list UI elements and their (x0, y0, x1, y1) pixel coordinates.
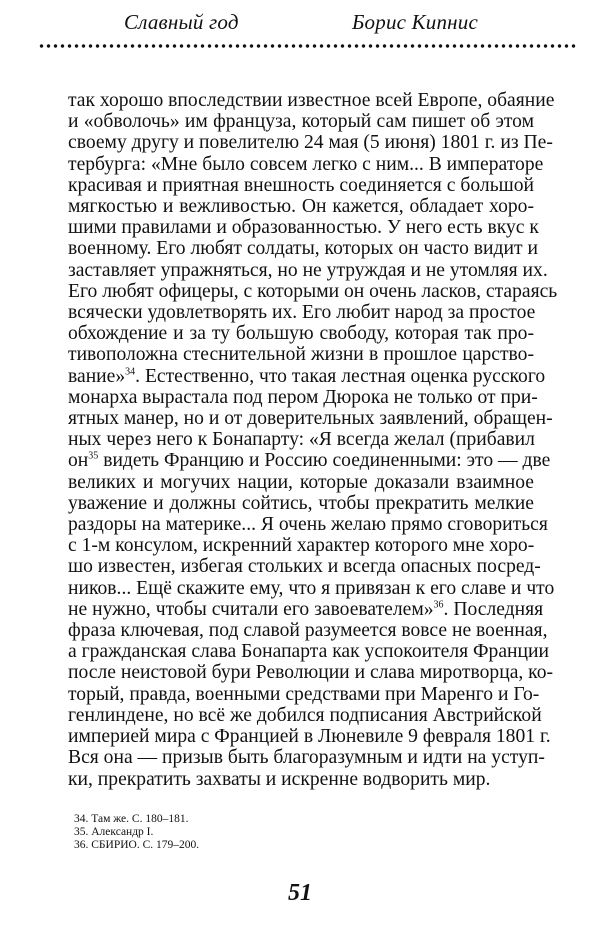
text-line: торый, правда, военными средствами при Маренго и Го- (68, 683, 540, 705)
text-line: своему другу и повелителю 24 мая (5 июня) 1801 г. из Пе- (68, 132, 553, 154)
page-number: 51 (288, 880, 312, 906)
text-line: с 1-м консулом, искренний характер которого мне хоро- (68, 535, 535, 557)
text-line: всячески удовлетворять их. Его любит народ за простое (68, 302, 536, 324)
text-fragment: он (68, 450, 89, 472)
text-line: ятных манер, но и от доверительных заявлений, обращен- (68, 408, 553, 430)
text-fragment: . Естественно, что такая лестная оценка русского (135, 365, 546, 387)
text-line (68, 450, 551, 472)
footnote-34: 34. Там же. С. 180–181. (74, 813, 189, 825)
footnote-35: 35. Александр I. (74, 826, 154, 838)
text-line: раздоры на материке... Я очень желаю прямо сговориться (68, 514, 548, 536)
text-line: ников... Ещё скажите ему, что я привязан к его славе и что (68, 577, 555, 599)
text-line: монарха вырастала под пером Дюрока не только от при- (68, 386, 538, 408)
text-fragment: вание» (68, 365, 126, 387)
text-line: ных через него к Бонапарту: «Я всегда желал (прибавил (68, 429, 535, 451)
body-text (68, 90, 558, 790)
text-line (68, 598, 544, 620)
text-line: заставляет упражняться, но не утруждая и не утомляя их. (68, 259, 548, 281)
text-line: уважение и должны сойтись, чтобы прекратить мелкие (68, 492, 534, 514)
text-line: генлиндене, но всё же добился подписания Австрийской (68, 704, 542, 726)
header-ornament-rule (38, 41, 576, 51)
text-line: военному. Его любят солдаты, которых он часто видит и (68, 238, 538, 260)
text-line: ки, прекратить захваты и искренне водворить мир. (68, 768, 491, 790)
text-line (68, 365, 546, 387)
text-line: мягкостью и вежливостью. Он кажется, обладает хоро- (68, 196, 534, 218)
header-author: Борис Кипнис (351, 10, 478, 34)
text-line: шими правилами и образованностью. У него есть вкус к (68, 217, 539, 239)
text-line: красивая и приятная внешность соединяется с большой (68, 174, 534, 196)
text-line: и «обволочь» им француза, который сам пишет об этом (68, 111, 534, 133)
text-fragment: видеть Францию и Россию соединенными: это — две (98, 450, 551, 472)
text-line: а гражданская слава Бонапарта как успокоителя Франции (68, 641, 549, 663)
footnotes (74, 813, 199, 852)
footnote-ref-36: 36 (433, 599, 444, 611)
text-fragment: не нужно, чтобы считали его завоевателем» (68, 598, 434, 620)
header-book-title: Славный год (124, 10, 239, 34)
footnote-ref-34: 34 (125, 366, 136, 378)
text-fragment: . Последняя (443, 598, 544, 620)
footnote-36: 36. СБИРИО. С. 179–200. (74, 839, 200, 851)
text-line: империей мира с Францией в Люневиле 9 февраля 1801 г. (68, 726, 551, 748)
text-line: шо известен, избегая стольких и всегда опасных посред- (68, 556, 541, 578)
text-line: обхождение и за ту большую свободу, которая так про- (68, 323, 534, 345)
text-line: тербурга: «Мне было совсем легко с ним... В императоре (68, 153, 544, 175)
text-line: Вся она — призыв быть благоразумным и идти на уступ- (68, 747, 545, 769)
text-line: великих и могучих нации, которые доказали взаимное (68, 471, 534, 493)
footnote-ref-35: 35 (88, 450, 99, 462)
text-line: фраза ключевая, под славой разумеется вовсе не военная, (68, 620, 548, 642)
text-line: после неистовой бури Революции и слава миротворца, ко- (68, 662, 554, 684)
text-line: так хорошо впоследствии известное всей Европе, обаяние (68, 90, 555, 111)
text-line: Его любят офицеры, с которыми он очень ласков, стараясь (68, 280, 558, 302)
text-line: тивоположна стеснительной жизни в прошлое царство- (68, 344, 534, 366)
